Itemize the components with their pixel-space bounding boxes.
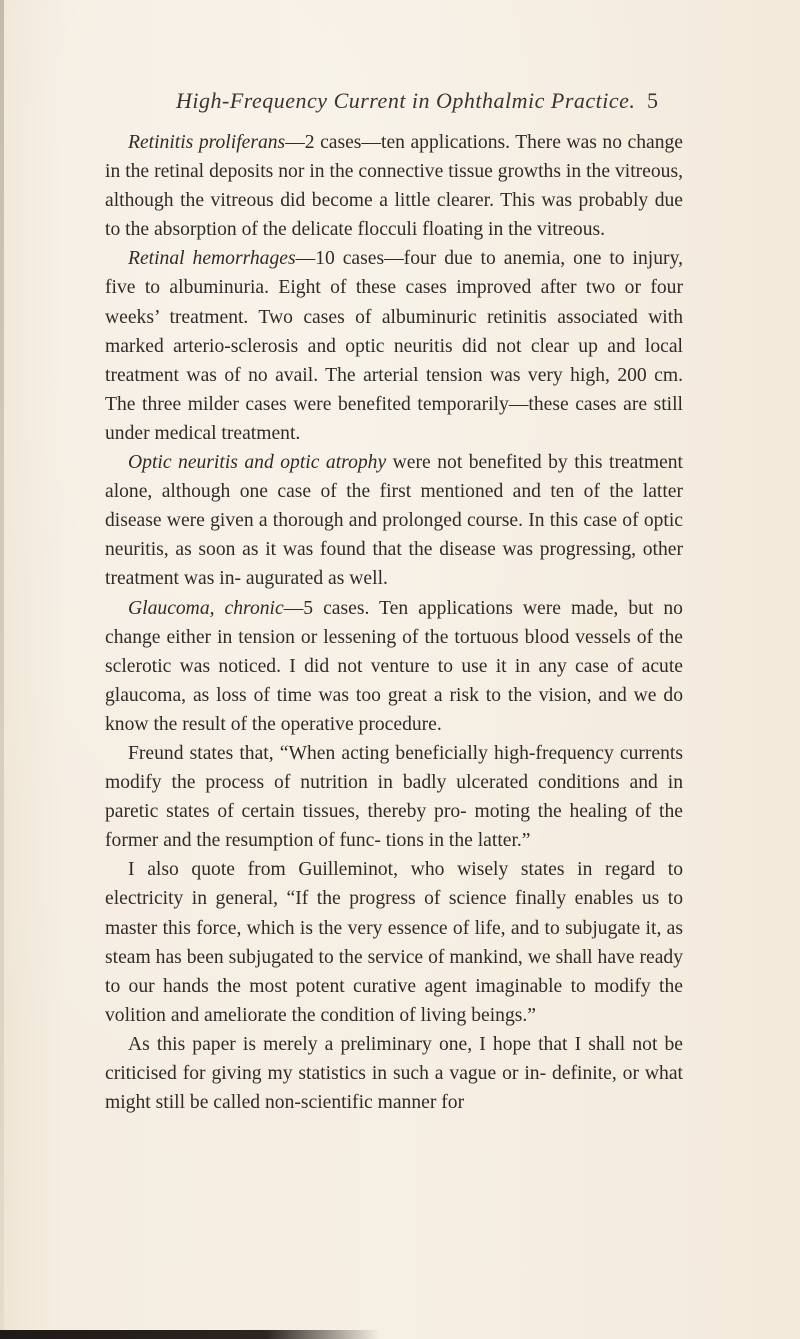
page-number: 5 [647, 88, 658, 113]
paragraph-text: As this paper is merely a preliminary one, I hope that I shall not be criticised for giving my statistics in such a vague or in- definite, or what might still be called non-scientific manner for [105, 1033, 683, 1114]
paragraph-text: —2 cases—ten applications. There was no change in the retinal deposits nor in the connective tissue growths in the vitreous, although the vitreous did become a little clearer. This was probably due to the absorption of the delicate flocculi floating in the vitreous. [105, 132, 683, 241]
paragraph-retinitis-proliferans [105, 128, 683, 244]
paragraph-freund-quote [105, 739, 683, 855]
page-edge-shadow [0, 0, 4, 1339]
paragraph-text: I also quote from Guilleminot, who wisely states in regard to electricity in general, “If the progress of science finally enables us to master this force, which is the very essence of life, and to subjugate it, as steam has been subjugated to the service of mankind, we shall have ready to our hands the most potent curative agent imaginable to modify the volition and ameliorate the condition of living beings.” [105, 859, 683, 1026]
scan-edge-bar [0, 1330, 380, 1339]
paragraph-lead: Retinal hemorrhages [128, 248, 296, 270]
body-text [105, 128, 683, 1117]
paragraph-optic-neuritis [105, 448, 683, 593]
paragraph-text: —10 cases—four due to anemia, one to injury, five to albuminuria. Eight of these cases improved after two or four weeks’ treatment. Two cases of albuminuric retinitis associated with marked arterio-sclerosis and optic neuritis did not clear up and local treatment was of no avail. The arterial tension was very high, 200 cm. The three milder cases were benefited temporarily—these cases are still under medical treatment. [105, 248, 683, 444]
paragraph-text: —5 cases. Ten applications were made, but no change either in tension or lessening of the tortuous blood vessels of the sclerotic was noticed. I did not venture to use it in any case of acute glaucoma, as loss of time was too great a risk to the vision, and we do know the result of the operative procedure. [105, 597, 683, 735]
running-title: High-Frequency Current in Ophthalmic Practice. [176, 88, 636, 113]
paragraph-retinal-hemorrhages [105, 244, 683, 448]
paragraph-guilleminot-quote [105, 855, 683, 1030]
paragraph-lead: Retinitis proliferans [128, 132, 286, 153]
paragraph-lead: Glaucoma, chronic [128, 597, 284, 619]
paragraph-text: Freund states that, “When acting beneficially high-frequency currents modify the process of nutrition in badly ulcerated conditions and in paretic states of certain tissues, thereby pro- moting the healing of the former and the resumption of func- tions in the latter.” [105, 742, 683, 852]
paragraph-glaucoma [105, 594, 683, 739]
paragraph-closing [105, 1030, 683, 1117]
paragraph-text: were not benefited by this treatment alone, although one case of the first mentioned and ten of the latter disease were given a thorough and prolonged course. In this case of optic neuritis, as soon as it was found that the disease was progressing, other treatment was in- augurated as well. [105, 452, 684, 590]
paragraph-lead: Optic neuritis and optic atrophy [128, 452, 387, 474]
